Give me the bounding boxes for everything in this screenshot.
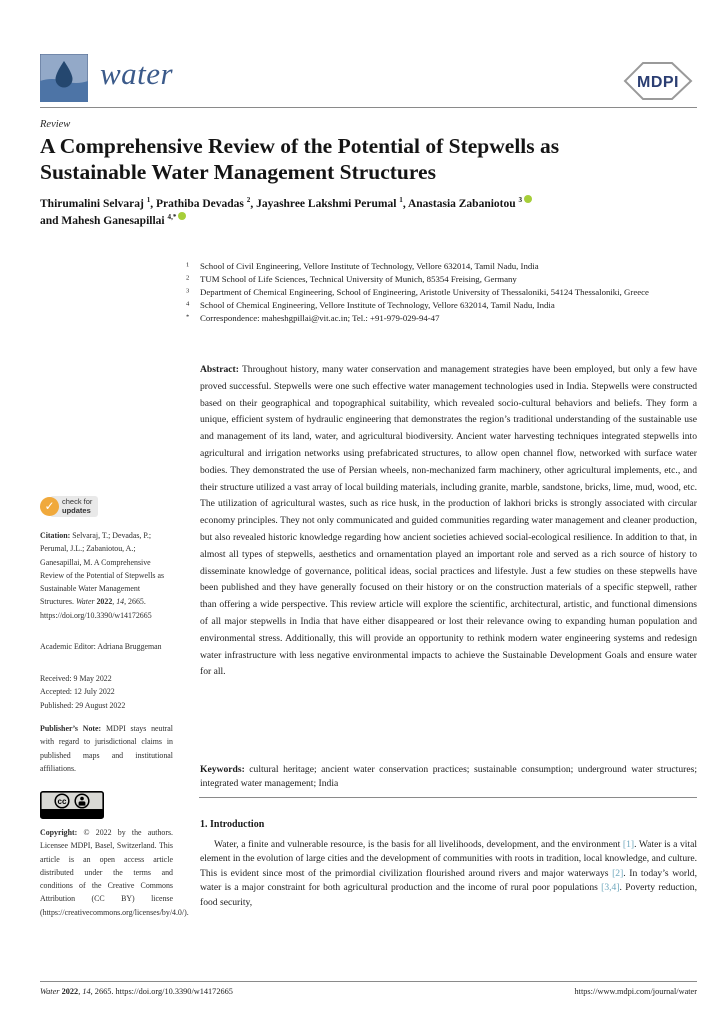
academic-editor: Academic Editor: Adriana Bruggeman <box>40 642 162 651</box>
affiliation-row <box>186 273 697 286</box>
text-segment: 14 <box>82 987 91 996</box>
citation-block <box>40 529 173 622</box>
text-segment: Water <box>40 987 62 996</box>
orcid-icon[interactable] <box>524 195 532 203</box>
svg-text:MDPI: MDPI <box>637 74 679 91</box>
text-segment: © 2022 by the authors. Licensee MDPI, Basel, Switzerland. This article is an open access article distributed under the terms and conditions of the Creative Commons Attribution (CC BY) license ( <box>40 828 174 917</box>
text-segment: , <box>78 987 83 996</box>
article-title <box>40 133 688 185</box>
text-segment: 2022 <box>96 597 113 607</box>
keywords <box>200 763 697 790</box>
text-link[interactable]: https://doi.org/10.3390/w14172665 <box>40 610 152 620</box>
water-journal-logo <box>40 54 88 107</box>
affiliation-number: 3 <box>186 287 190 295</box>
affiliation-row <box>186 286 697 299</box>
title-line-2: Sustainable Water Management Structures <box>40 160 436 184</box>
text-segment: Selvaraj, T.; Devadas, P.; Perumal, J.L.; Zabaniotou, A.; Ganesapillai, M. A Comprehensive Review of the Potential of Stepwells as Sustainable Water Management Structures. <box>40 531 165 607</box>
affiliation-text: TUM School of Life Sciences, Technical University of Munich, 85354 Freising, Germany <box>200 274 517 284</box>
history-dates <box>40 672 173 712</box>
copyright-statement <box>40 826 189 919</box>
text-segment: Citation: <box>40 531 73 540</box>
text-segment: 1 <box>146 196 151 205</box>
text-segment: , <box>112 597 117 607</box>
reference-link[interactable]: [2] <box>612 867 624 879</box>
text-link[interactable]: https://creativecommons.org/licenses/by/4.0/ <box>42 907 185 917</box>
keywords-text: cultural heritage; ancient water conservation practices; sustainable consumption; underground water structures; integrated water management; India <box>200 764 697 789</box>
text-segment: Publisher’s Note: <box>40 724 106 733</box>
text-segment: , 2665. <box>124 597 146 607</box>
text-segment: ). <box>184 907 189 917</box>
affiliation-number: 4 <box>186 300 190 308</box>
text-segment: 4,* <box>167 213 177 222</box>
text-segment: , 2665. <box>90 987 116 996</box>
check-for-updates-badge[interactable] <box>40 496 98 517</box>
reference-link[interactable]: [3,4] <box>601 882 620 894</box>
affiliation-text: Correspondence: maheshgpillai@vit.ac.in; Tel.: +91-979-029-94-47 <box>200 313 440 323</box>
section-heading-introduction: 1. Introduction <box>200 819 265 830</box>
text-segment: Water <box>75 597 97 607</box>
history-date-line: Accepted: 12 July 2022 <box>40 687 115 697</box>
mdpi-logo <box>622 60 694 107</box>
article-type-label: Review <box>40 119 71 130</box>
check-icon: ✓ <box>40 497 59 516</box>
affiliations-list <box>186 260 697 325</box>
affiliation-text: School of Chemical Engineering, Vellore Institute of Technology, Vellore 632014, Tamil Nadu, India <box>200 300 555 310</box>
abstract-label: Abstract: <box>200 364 239 375</box>
affiliation-row <box>186 299 697 312</box>
orcid-icon[interactable] <box>178 212 186 220</box>
affiliation-row <box>186 312 697 325</box>
affiliation-text: Department of Chemical Engineering, School of Engineering, Aristotle University of Thessaloniki, 54124 Thessaloniki, Greece <box>200 287 649 297</box>
introduction-paragraph <box>200 838 697 910</box>
text-link[interactable]: https://doi.org/10.3390/w14172665 <box>115 987 233 996</box>
text-segment: , Jayashree Lakshmi Perumal <box>250 198 400 210</box>
text-segment: Copyright: <box>40 828 84 837</box>
abstract-text: Throughout history, many water conservation and management strategies have been employed, but only a few have proved successful. Stepwells were one such effective water management technologies used in India. Stepwells were constructed based on their geographical and topographical suitability, which revealed socio-cultural behaviors and beliefs. They form a unique, efficient system of hydraulic engineering that demonstrates the region’s traditional understanding of the sustainable use and management of its land, water, and agricultural biodiversity. Ancient water harvesting techniques integrated stepwells into agricultural and irrigation networks using prefabricated structures, to allow open channel flow, networked with surface water bodies. They demonstrated the use of Persian wheels, non-mechanized farm machinery, other agricultural implements, etc., and their structure utilized a vast array of local building materials, including granite, marble, sandstone, bricks, lime, mud, wood, etc. The utilization of agricultural wastes, such as rice husk, in the production of lakhori bricks is strongly associated with circular economy principles. They not only communicated and guided communities regarding water management and cleaner production, but also revealed historic knowledge regarding how ancient societies achieved social-ecological resilience. In addition to that, in almost all types of stepwells, aesthetics and ornamentation played an important role and served as a rich source of history to disseminate knowledge of governance, political ideas, social practices and lifestyle. Just a few studies on these stepwells have been published and they have generally focused on their history or on the construction materials of a specific stepwell, rather than offering a wide perspective. This review article will explore the scientific, architectural, artistic, and functional dimensions of all major stepwells in India that have either disappeared or lost their relevance owing to expanding human population and environmental stress. Additionally, this will provide an opportunity to rethink modern water engineering systems and redesign water infrastructure with less negative environmental impacts to achieve the Sustainable Development Goals and ensure water for all. <box>200 364 697 678</box>
publisher-note <box>40 722 173 775</box>
section-divider <box>199 797 697 798</box>
history-date-line: Received: 9 May 2022 <box>40 674 112 683</box>
text-segment: , Anastasia Zabaniotou <box>402 198 519 210</box>
text-segment: . Poverty reduction, food security, <box>200 882 698 908</box>
text-segment: . Water is a vital element in the evolution of large cities and the development of communities with roots in tradition, local knowledge, and culture. This is evident since most of the primordial civilization flourished around rivers and major waterways <box>200 839 697 879</box>
text-segment: 3 <box>518 196 523 205</box>
abstract <box>200 362 697 681</box>
header-divider <box>40 107 697 108</box>
footer-citation <box>40 987 233 996</box>
footer-journal-url[interactable]: https://www.mdpi.com/journal/water <box>574 987 697 996</box>
affiliation-text: School of Civil Engineering, Vellore Institute of Technology, Vellore 632014, Tamil Nadu, India <box>200 261 539 271</box>
history-date-line: Published: 29 August 2022 <box>40 700 126 710</box>
text-segment: , Prathiba Devadas <box>150 198 247 210</box>
text-segment: 2022 <box>61 987 79 996</box>
text-segment: MDPI stays neutral with regard to jurisdictional claims in published maps and institutional affiliations. <box>40 724 173 773</box>
water-drop-icon <box>40 54 88 102</box>
text-segment: 14 <box>116 597 125 607</box>
affiliation-number: 1 <box>186 261 190 269</box>
title-line-1: A Comprehensive Review of the Potential of Stepwells as <box>40 134 560 158</box>
check-updates-line2: updates <box>62 505 91 515</box>
text-segment: . In today’s world, water is a major constraint for both agricultural production and the income of rural poor populations <box>200 867 697 894</box>
affiliation-number: * <box>186 313 190 321</box>
text-segment: 1 <box>399 196 403 205</box>
affiliation-number: 2 <box>186 274 190 282</box>
journal-name: water <box>100 56 174 91</box>
footer-divider <box>40 981 697 982</box>
svg-text:cc: cc <box>57 796 67 806</box>
text-segment: and Mahesh Ganesapillai <box>40 215 168 227</box>
affiliation-row <box>186 260 697 273</box>
cc-by-license-badge[interactable] <box>40 791 104 824</box>
keywords-label: Keywords: <box>200 764 245 775</box>
reference-link[interactable]: [1] <box>622 839 635 850</box>
text-segment: Thirumalini Selvaraj <box>40 198 147 210</box>
check-updates-line1: check for <box>62 497 93 506</box>
authors-line <box>40 196 700 230</box>
text-segment: Water, a finite and vulnerable resource, is the basis for all livelihoods, development, and the environment <box>214 839 623 850</box>
cc-by-icon <box>40 791 104 819</box>
text-segment: 2 <box>246 196 251 205</box>
